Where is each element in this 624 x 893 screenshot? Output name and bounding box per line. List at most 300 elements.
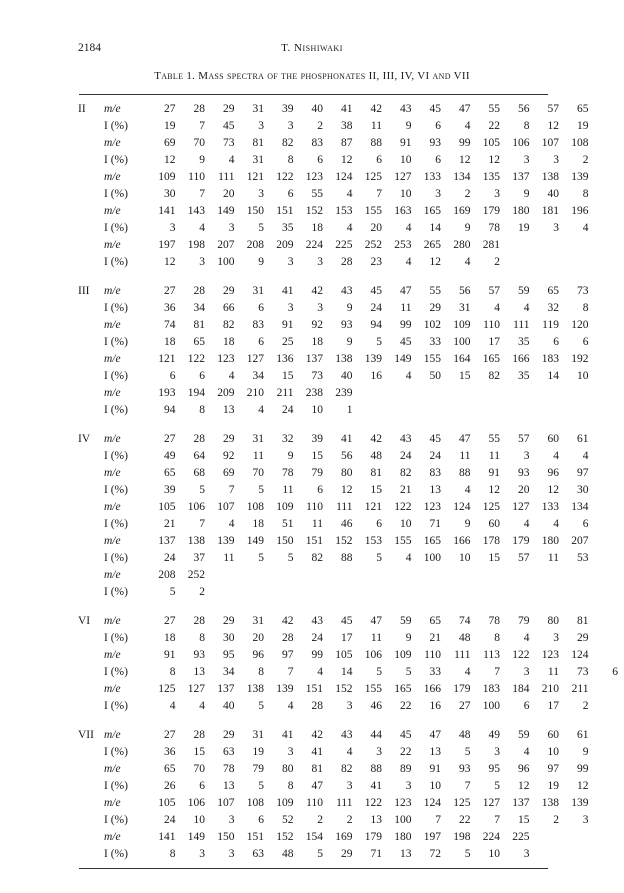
intensity-value: 4 [199, 700, 205, 712]
intensity-label: I (%) [104, 404, 128, 416]
intensity-value: 5 [169, 586, 176, 598]
intensity-value: 12 [547, 484, 559, 496]
intensity-value: 40 [547, 188, 559, 200]
intensity-value: 4 [405, 256, 412, 268]
mz-value: 198 [453, 831, 471, 843]
intensity-row [78, 812, 589, 829]
compound-label-spacer [78, 237, 104, 254]
intensity-value: 46 [341, 518, 353, 530]
intensity-row [78, 744, 589, 761]
mz-value: 197 [423, 831, 441, 843]
intensity-value: 100 [423, 552, 441, 564]
mz-value: 181 [541, 205, 559, 217]
mz-value: 28 [193, 103, 205, 115]
mz-value: 179 [364, 831, 382, 843]
intensity-value: 6 [612, 666, 618, 678]
intensity-value: 27 [459, 700, 471, 712]
compound-label-spacer [78, 402, 104, 419]
intensity-value: 15 [488, 552, 500, 564]
intensity-value: 15 [311, 450, 323, 462]
mz-value: 133 [423, 171, 441, 183]
mz-value: 49 [488, 729, 500, 741]
intensity-value: 2 [346, 814, 353, 826]
intensity-value: 46 [370, 700, 382, 712]
intensity-value: 36 [164, 302, 176, 314]
mz-value: 47 [370, 615, 382, 627]
mz-value: 125 [482, 501, 500, 513]
intensity-value: 4 [199, 222, 205, 234]
intensity-value: 45 [400, 336, 412, 348]
intensity-value: 5 [258, 552, 264, 564]
mz-value: 69 [164, 137, 176, 149]
mz-row [78, 681, 589, 698]
intensity-value: 6 [376, 518, 382, 530]
intensity-value: 13 [429, 746, 441, 758]
intensity-value: 19 [518, 222, 530, 234]
intensity-value: 6 [553, 336, 559, 348]
mz-value: 109 [276, 797, 294, 809]
mz-value: 55 [488, 103, 500, 115]
intensity-label: I (%) [104, 120, 128, 132]
mz-value: 41 [341, 103, 353, 115]
mz-value: 184 [512, 683, 530, 695]
intensity-value: 78 [488, 222, 500, 234]
intensity-value: 2 [199, 586, 205, 598]
mz-value: 79 [252, 763, 264, 775]
mz-value: 57 [547, 103, 559, 115]
intensity-value: 35 [282, 222, 294, 234]
intensity-value: 10 [400, 518, 412, 530]
mz-value: 151 [246, 831, 264, 843]
intensity-value: 100 [394, 814, 412, 826]
compound-group-vii [78, 727, 589, 863]
intensity-row [78, 300, 589, 317]
intensity-value: 8 [169, 848, 176, 860]
intensity-value: 52 [282, 814, 294, 826]
intensity-value: 4 [169, 700, 176, 712]
intensity-value: 26 [164, 780, 176, 792]
intensity-value: 12 [164, 154, 176, 166]
intensity-value: 82 [488, 370, 500, 382]
mz-value: 91 [164, 649, 176, 661]
intensity-label: I (%) [104, 586, 128, 598]
intensity-value: 3 [346, 780, 353, 792]
compound-label-spacer [78, 351, 104, 368]
mz-label: m/e [104, 729, 121, 741]
intensity-value: 4 [228, 154, 235, 166]
intensity-value: 12 [341, 154, 353, 166]
mz-value: 139 [571, 171, 589, 183]
mz-value: 81 [577, 615, 589, 627]
mz-value: 27 [164, 433, 176, 445]
mz-value: 127 [187, 683, 205, 695]
intensity-value: 4 [228, 370, 235, 382]
intensity-value: 18 [311, 336, 323, 348]
intensity-value: 73 [577, 666, 589, 678]
intensity-value: 3 [376, 746, 382, 758]
mz-value: 149 [217, 205, 235, 217]
mz-value: 65 [164, 467, 176, 479]
mz-value: 99 [459, 137, 471, 149]
mz-value: 83 [311, 137, 323, 149]
compound-label: VI [78, 615, 91, 627]
compound-label-spacer [78, 317, 104, 334]
intensity-value: 92 [223, 450, 235, 462]
intensity-value: 3 [228, 222, 235, 234]
mz-value: 92 [311, 319, 323, 331]
intensity-value: 12 [429, 256, 441, 268]
intensity-value: 48 [282, 848, 294, 860]
compound-group-ii [78, 101, 589, 271]
mz-value: 109 [158, 171, 176, 183]
mz-value: 151 [305, 535, 323, 547]
intensity-value: 65 [193, 336, 205, 348]
mz-value: 47 [429, 729, 441, 741]
mz-value: 253 [394, 239, 412, 251]
mz-value: 149 [246, 535, 264, 547]
intensity-label: I (%) [104, 222, 128, 234]
intensity-value: 9 [582, 746, 589, 758]
intensity-value: 6 [435, 154, 441, 166]
compound-label-spacer [78, 516, 104, 533]
intensity-value: 5 [494, 780, 500, 792]
mz-value: 121 [246, 171, 264, 183]
mz-value: 56 [459, 285, 471, 297]
intensity-value: 24 [370, 302, 382, 314]
mz-value: 31 [252, 615, 264, 627]
mz-value: 105 [482, 137, 500, 149]
intensity-value: 36 [164, 746, 176, 758]
mz-value: 73 [223, 137, 235, 149]
mz-value: 137 [305, 353, 323, 365]
mz-value: 81 [252, 137, 264, 149]
mz-value: 31 [252, 103, 264, 115]
intensity-value: 28 [341, 256, 353, 268]
intensity-value: 18 [311, 222, 323, 234]
mz-value: 29 [223, 615, 235, 627]
intensity-row [78, 448, 589, 465]
intensity-value: 4 [258, 404, 264, 416]
intensity-row [78, 186, 589, 203]
intensity-value: 4 [523, 746, 530, 758]
intensity-row [78, 368, 589, 385]
mz-value: 79 [311, 467, 323, 479]
intensity-value: 4 [346, 746, 353, 758]
mz-value: 137 [512, 797, 530, 809]
intensity-value: 28 [311, 700, 323, 712]
intensity-value: 5 [258, 700, 264, 712]
mz-value: 28 [193, 285, 205, 297]
intensity-value: 22 [488, 120, 500, 132]
mz-value: 94 [370, 319, 382, 331]
mz-value: 135 [482, 171, 500, 183]
mz-value: 102 [423, 319, 441, 331]
intensity-value: 11 [252, 450, 264, 462]
intensity-row [78, 254, 550, 271]
mz-value: 141 [158, 831, 176, 843]
intensity-value: 13 [223, 404, 235, 416]
mz-value: 70 [193, 763, 205, 775]
mz-value: 41 [341, 433, 353, 445]
intensity-value: 11 [400, 302, 412, 314]
table-caption: Table 1. Mass spectra of the phosphonates II, III, IV, VI and VII [154, 70, 470, 82]
intensity-value: 35 [518, 336, 530, 348]
mz-value: 138 [541, 797, 559, 809]
mz-value: 111 [218, 171, 235, 183]
intensity-value: 3 [553, 154, 559, 166]
intensity-value: 29 [577, 632, 589, 644]
intensity-value: 6 [258, 814, 264, 826]
mz-value: 211 [276, 387, 294, 399]
mz-value: 179 [512, 535, 530, 547]
mz-value: 166 [423, 683, 441, 695]
intensity-value: 13 [223, 780, 235, 792]
mz-value: 29 [223, 433, 235, 445]
intensity-value: 4 [582, 222, 589, 234]
mz-value: 192 [571, 353, 589, 365]
mz-value: 127 [394, 171, 412, 183]
intensity-value: 30 [577, 484, 589, 496]
mz-value: 47 [459, 103, 471, 115]
intensity-value: 34 [223, 666, 235, 678]
mz-value: 196 [571, 205, 589, 217]
mz-value: 45 [400, 729, 412, 741]
mz-value: 138 [246, 683, 264, 695]
intensity-value: 15 [459, 370, 471, 382]
intensity-label: I (%) [104, 450, 128, 462]
compound-label-spacer [78, 846, 104, 863]
intensity-value: 49 [164, 450, 176, 462]
intensity-value: 12 [577, 780, 589, 792]
intensity-value: 8 [258, 666, 264, 678]
intensity-row [78, 698, 589, 715]
intensity-value: 2 [553, 814, 559, 826]
mz-value: 55 [429, 285, 441, 297]
intensity-value: 31 [459, 302, 471, 314]
intensity-value: 82 [311, 552, 323, 564]
mz-label: m/e [104, 103, 121, 115]
intensity-value: 8 [523, 120, 530, 132]
mz-value: 79 [518, 615, 530, 627]
mz-row [78, 795, 589, 812]
mz-value: 83 [429, 467, 441, 479]
mz-value: 122 [364, 797, 382, 809]
mz-row [78, 727, 589, 744]
mz-value: 110 [483, 319, 500, 331]
mz-value: 81 [370, 467, 382, 479]
intensity-value: 63 [252, 848, 264, 860]
intensity-value: 11 [547, 552, 559, 564]
intensity-value: 12 [518, 780, 530, 792]
mz-value: 68 [193, 467, 205, 479]
mz-value: 165 [423, 205, 441, 217]
mz-row [78, 533, 589, 550]
compound-label-spacer [78, 698, 104, 715]
intensity-value: 9 [258, 256, 264, 268]
mz-value: 93 [193, 649, 205, 661]
intensity-row [78, 664, 618, 681]
intensity-value: 11 [370, 120, 382, 132]
compound-label-spacer [78, 203, 104, 220]
mz-value: 125 [364, 171, 382, 183]
intensity-label: I (%) [104, 746, 128, 758]
mz-value: 43 [341, 729, 353, 741]
intensity-value: 10 [577, 370, 589, 382]
intensity-value: 10 [193, 814, 205, 826]
intensity-value: 21 [429, 632, 441, 644]
mz-row [78, 101, 589, 118]
intensity-value: 6 [287, 188, 294, 200]
mz-value: 106 [187, 797, 205, 809]
mz-row [78, 237, 550, 254]
mz-value: 109 [394, 649, 412, 661]
mz-value: 88 [459, 467, 471, 479]
intensity-value: 6 [376, 154, 382, 166]
mz-value: 164 [453, 353, 471, 365]
compound-label: III [78, 285, 90, 297]
intensity-value: 41 [311, 746, 323, 758]
intensity-value: 19 [252, 746, 264, 758]
intensity-value: 18 [223, 336, 235, 348]
intensity-value: 8 [199, 404, 205, 416]
mz-value: 32 [282, 433, 294, 445]
intensity-value: 7 [228, 484, 235, 496]
intensity-row [78, 846, 550, 863]
intensity-row [78, 220, 589, 237]
compound-label-spacer [78, 448, 104, 465]
mz-value: 82 [341, 763, 353, 775]
intensity-value: 2 [582, 700, 589, 712]
mz-row [78, 647, 589, 664]
mz-value: 122 [394, 501, 412, 513]
intensity-value: 5 [376, 336, 382, 348]
intensity-value: 55 [311, 188, 323, 200]
mz-row [78, 283, 589, 300]
mz-value: 198 [187, 239, 205, 251]
mz-value: 74 [459, 615, 471, 627]
mz-value: 106 [512, 137, 530, 149]
intensity-value: 6 [199, 370, 205, 382]
intensity-value: 3 [287, 120, 294, 132]
mz-row [78, 613, 589, 630]
intensity-value: 9 [405, 120, 412, 132]
intensity-value: 9 [199, 154, 205, 166]
intensity-value: 22 [400, 700, 412, 712]
intensity-value: 21 [164, 518, 176, 530]
mz-value: 209 [276, 239, 294, 251]
compound-label-spacer [78, 778, 104, 795]
mz-value: 150 [276, 535, 294, 547]
intensity-value: 6 [258, 302, 264, 314]
mz-label: m/e [104, 353, 121, 365]
intensity-value: 15 [518, 814, 530, 826]
intensity-value: 18 [164, 336, 176, 348]
mz-value: 42 [370, 433, 382, 445]
compound-label: II [78, 103, 86, 115]
mz-value: 166 [512, 353, 530, 365]
intensity-value: 14 [429, 222, 441, 234]
mz-label: m/e [104, 433, 121, 445]
mz-value: 133 [541, 501, 559, 513]
intensity-value: 4 [464, 484, 471, 496]
mz-value: 47 [459, 433, 471, 445]
mz-value: 91 [488, 467, 500, 479]
mz-value: 139 [217, 535, 235, 547]
mz-value: 82 [400, 467, 412, 479]
compound-label: IV [78, 433, 91, 445]
compound-label-spacer [78, 761, 104, 778]
intensity-row [78, 584, 550, 601]
mz-value: 31 [252, 729, 264, 741]
intensity-value: 12 [488, 484, 500, 496]
mz-value: 95 [488, 763, 500, 775]
intensity-value: 18 [164, 632, 176, 644]
mz-row [78, 431, 589, 448]
mz-label: m/e [104, 683, 121, 695]
mz-row [78, 317, 589, 334]
intensity-value: 3 [169, 222, 176, 234]
intensity-label: I (%) [104, 848, 128, 860]
mz-value: 155 [423, 353, 441, 365]
mz-value: 47 [400, 285, 412, 297]
compound-label: VII [78, 729, 94, 741]
mz-value: 27 [164, 729, 176, 741]
mz-value: 65 [429, 615, 441, 627]
intensity-value: 11 [547, 666, 559, 678]
mz-value: 149 [394, 353, 412, 365]
mz-row [78, 169, 589, 186]
intensity-value: 88 [341, 552, 353, 564]
intensity-value: 100 [217, 256, 235, 268]
mz-value: 208 [158, 569, 176, 581]
intensity-value: 3 [523, 154, 530, 166]
intensity-value: 4 [582, 450, 589, 462]
intensity-value: 29 [341, 848, 353, 860]
mz-value: 123 [305, 171, 323, 183]
intensity-value: 2 [317, 814, 323, 826]
mz-value: 73 [577, 285, 589, 297]
mz-value: 138 [541, 171, 559, 183]
mz-value: 209 [217, 387, 235, 399]
mz-label: m/e [104, 615, 121, 627]
intensity-label: I (%) [104, 632, 128, 644]
intensity-value: 24 [311, 632, 323, 644]
mz-value: 31 [252, 285, 264, 297]
intensity-value: 3 [494, 746, 500, 758]
mz-value: 93 [429, 137, 441, 149]
mz-value: 106 [364, 649, 382, 661]
intensity-value: 5 [376, 552, 382, 564]
mz-value: 96 [252, 649, 264, 661]
mz-value: 105 [335, 649, 353, 661]
mz-value: 153 [364, 535, 382, 547]
intensity-value: 8 [199, 632, 205, 644]
mz-value: 27 [164, 103, 176, 115]
mz-value: 45 [341, 615, 353, 627]
compound-label-spacer [78, 533, 104, 550]
mz-value: 89 [400, 763, 412, 775]
intensity-value: 14 [547, 370, 559, 382]
mz-label: m/e [104, 387, 121, 399]
mz-value: 27 [164, 285, 176, 297]
mz-value: 70 [193, 137, 205, 149]
mz-value: 69 [223, 467, 235, 479]
intensity-value: 3 [553, 222, 559, 234]
mz-value: 81 [193, 319, 205, 331]
mz-value: 99 [400, 319, 412, 331]
intensity-value: 9 [287, 450, 294, 462]
intensity-value: 3 [553, 632, 559, 644]
